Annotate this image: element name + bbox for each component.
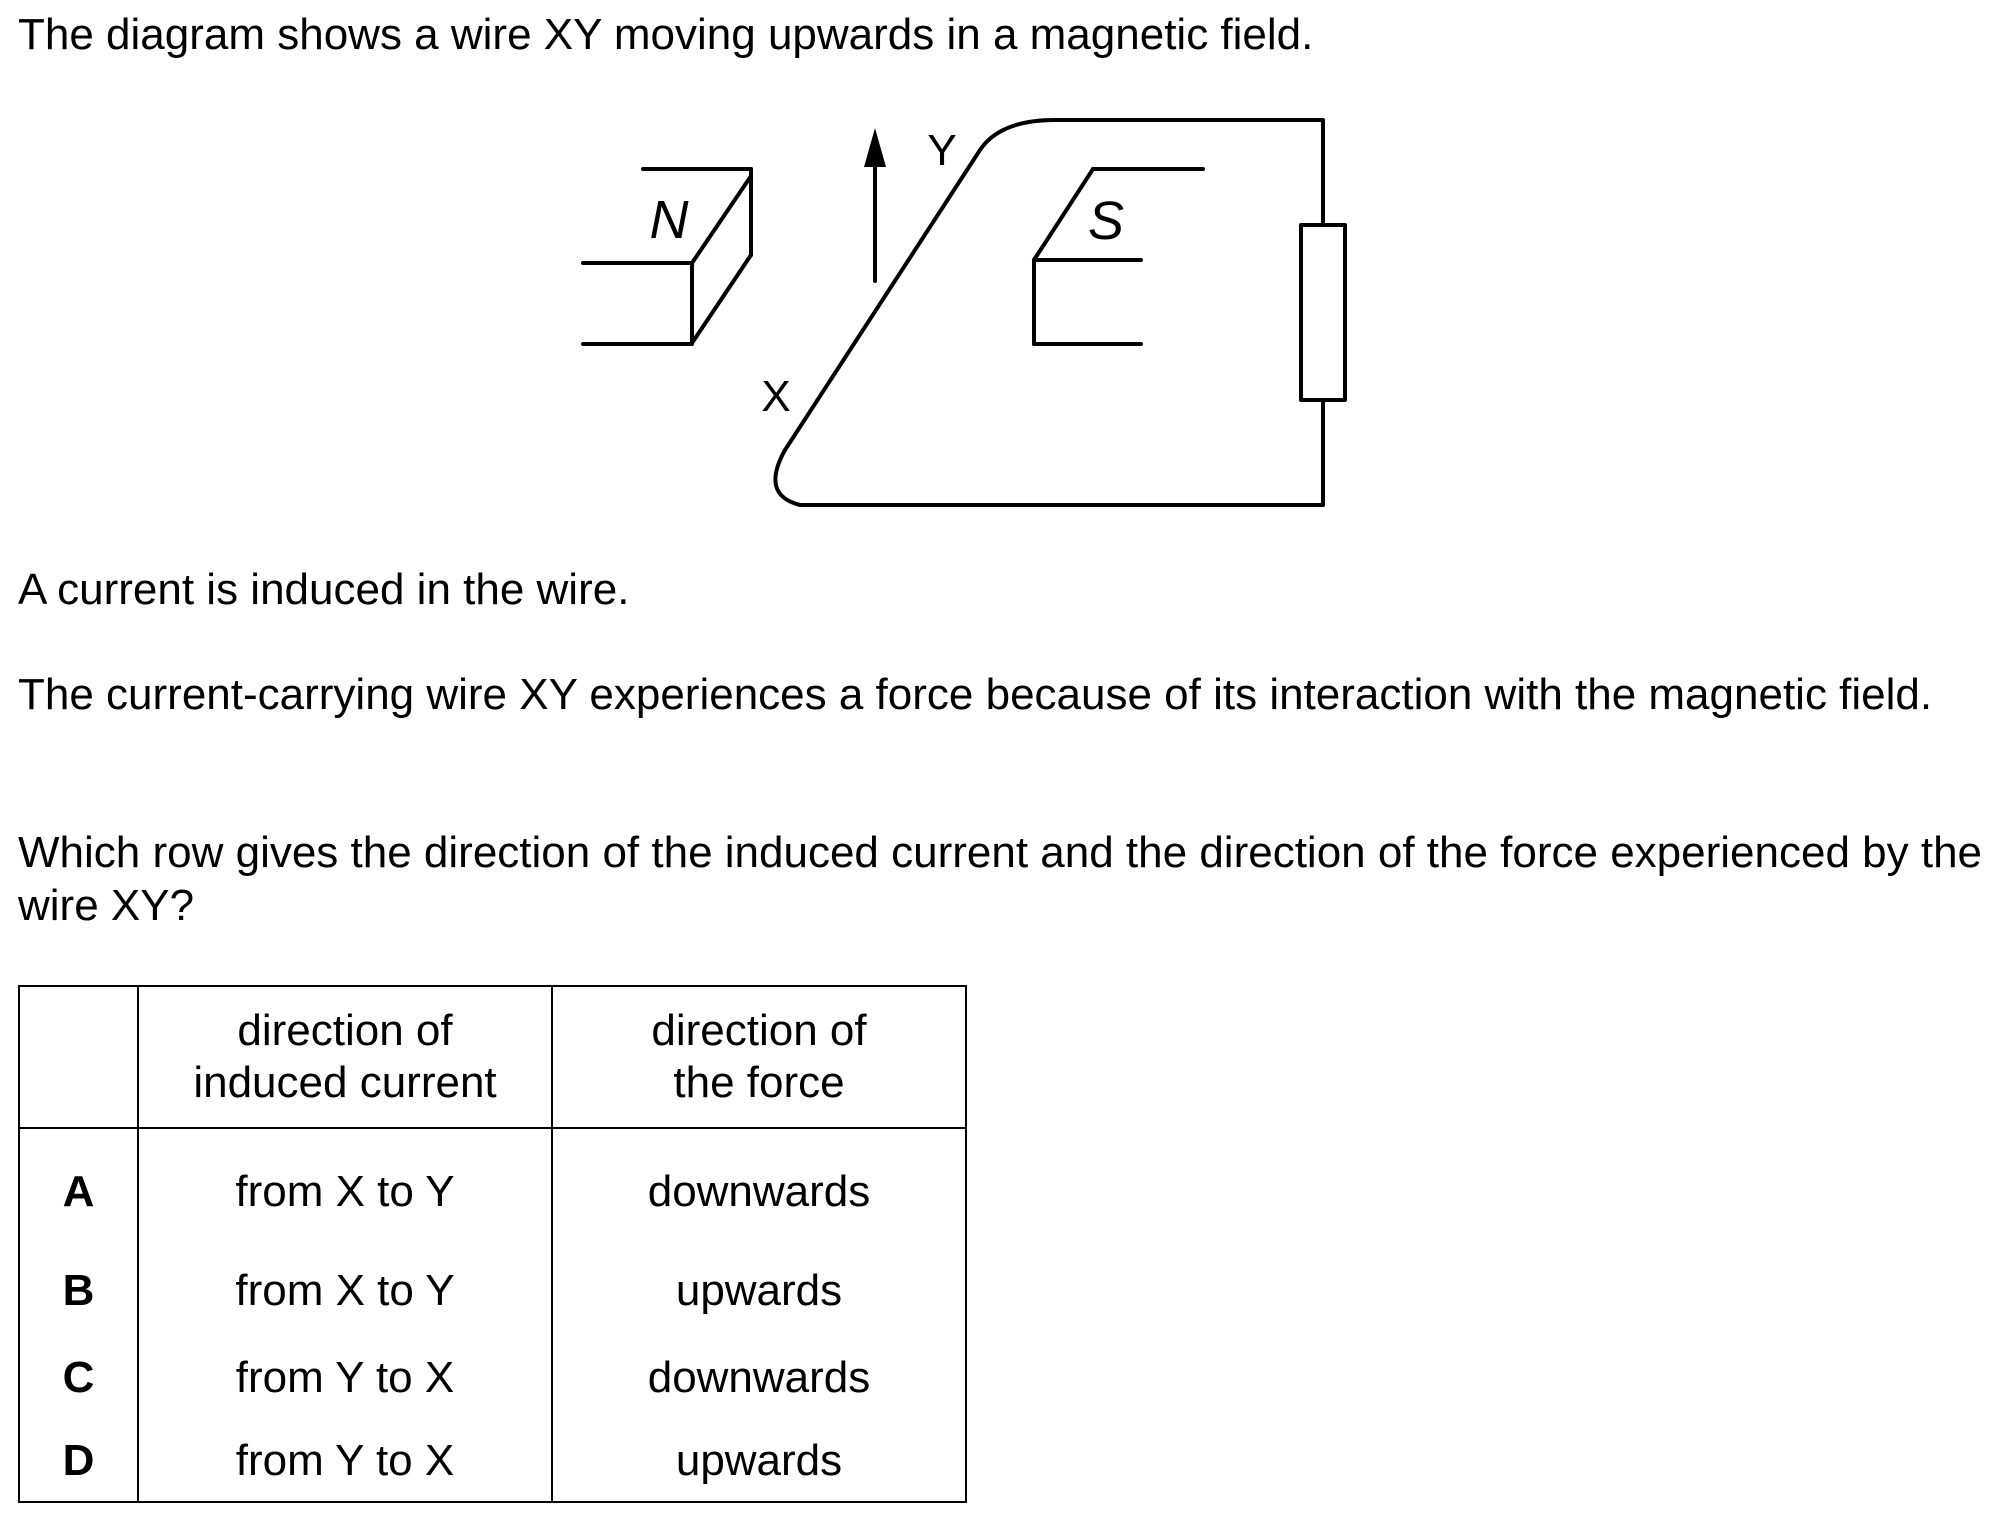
wire-end-x-label: X [761, 372, 791, 421]
table-row[interactable] [19, 1421, 966, 1502]
header-induced-current: direction of induced current [138, 986, 552, 1128]
statement-force: The current-carrying wire XY experiences a force because of its interaction with the magnetic field. [18, 670, 1933, 719]
header-letter-cell [19, 986, 138, 1128]
magnetic-field-diagram [0, 0, 2001, 560]
answer-table [18, 985, 967, 1503]
question-intro: The diagram shows a wire XY moving upwards in a magnetic field. [18, 10, 1314, 59]
answer-letter: D [19, 1421, 138, 1502]
question-prompt: Which row gives the direction of the induced current and the direction of the force experienced by the wire XY? [18, 828, 1983, 930]
induced-current-cell: from Y to X [138, 1334, 552, 1421]
up-arrow-icon [864, 128, 886, 167]
answer-letter: C [19, 1334, 138, 1421]
induced-current-cell: from Y to X [138, 1421, 552, 1502]
circuit-wire [775, 120, 1323, 505]
table-row[interactable] [19, 1334, 966, 1421]
wire-end-y-label: Y [927, 126, 957, 175]
induced-current-cell: from X to Y [138, 1128, 552, 1247]
answer-letter: B [19, 1247, 138, 1334]
table-header-row [19, 986, 966, 1128]
magnet-north-label: N [649, 190, 689, 250]
magnet-south-label: S [1087, 191, 1125, 251]
force-direction-cell: upwards [552, 1421, 966, 1502]
statement-induced-current: A current is induced in the wire. [18, 565, 630, 614]
table-row[interactable] [19, 1128, 966, 1247]
force-direction-cell: upwards [552, 1247, 966, 1334]
force-direction-cell: downwards [552, 1128, 966, 1247]
header-force: direction of the force [552, 986, 966, 1128]
answer-letter: A [19, 1128, 138, 1247]
table-row[interactable] [19, 1247, 966, 1334]
induced-current-cell: from X to Y [138, 1247, 552, 1334]
resistor [1301, 225, 1345, 400]
force-direction-cell: downwards [552, 1334, 966, 1421]
